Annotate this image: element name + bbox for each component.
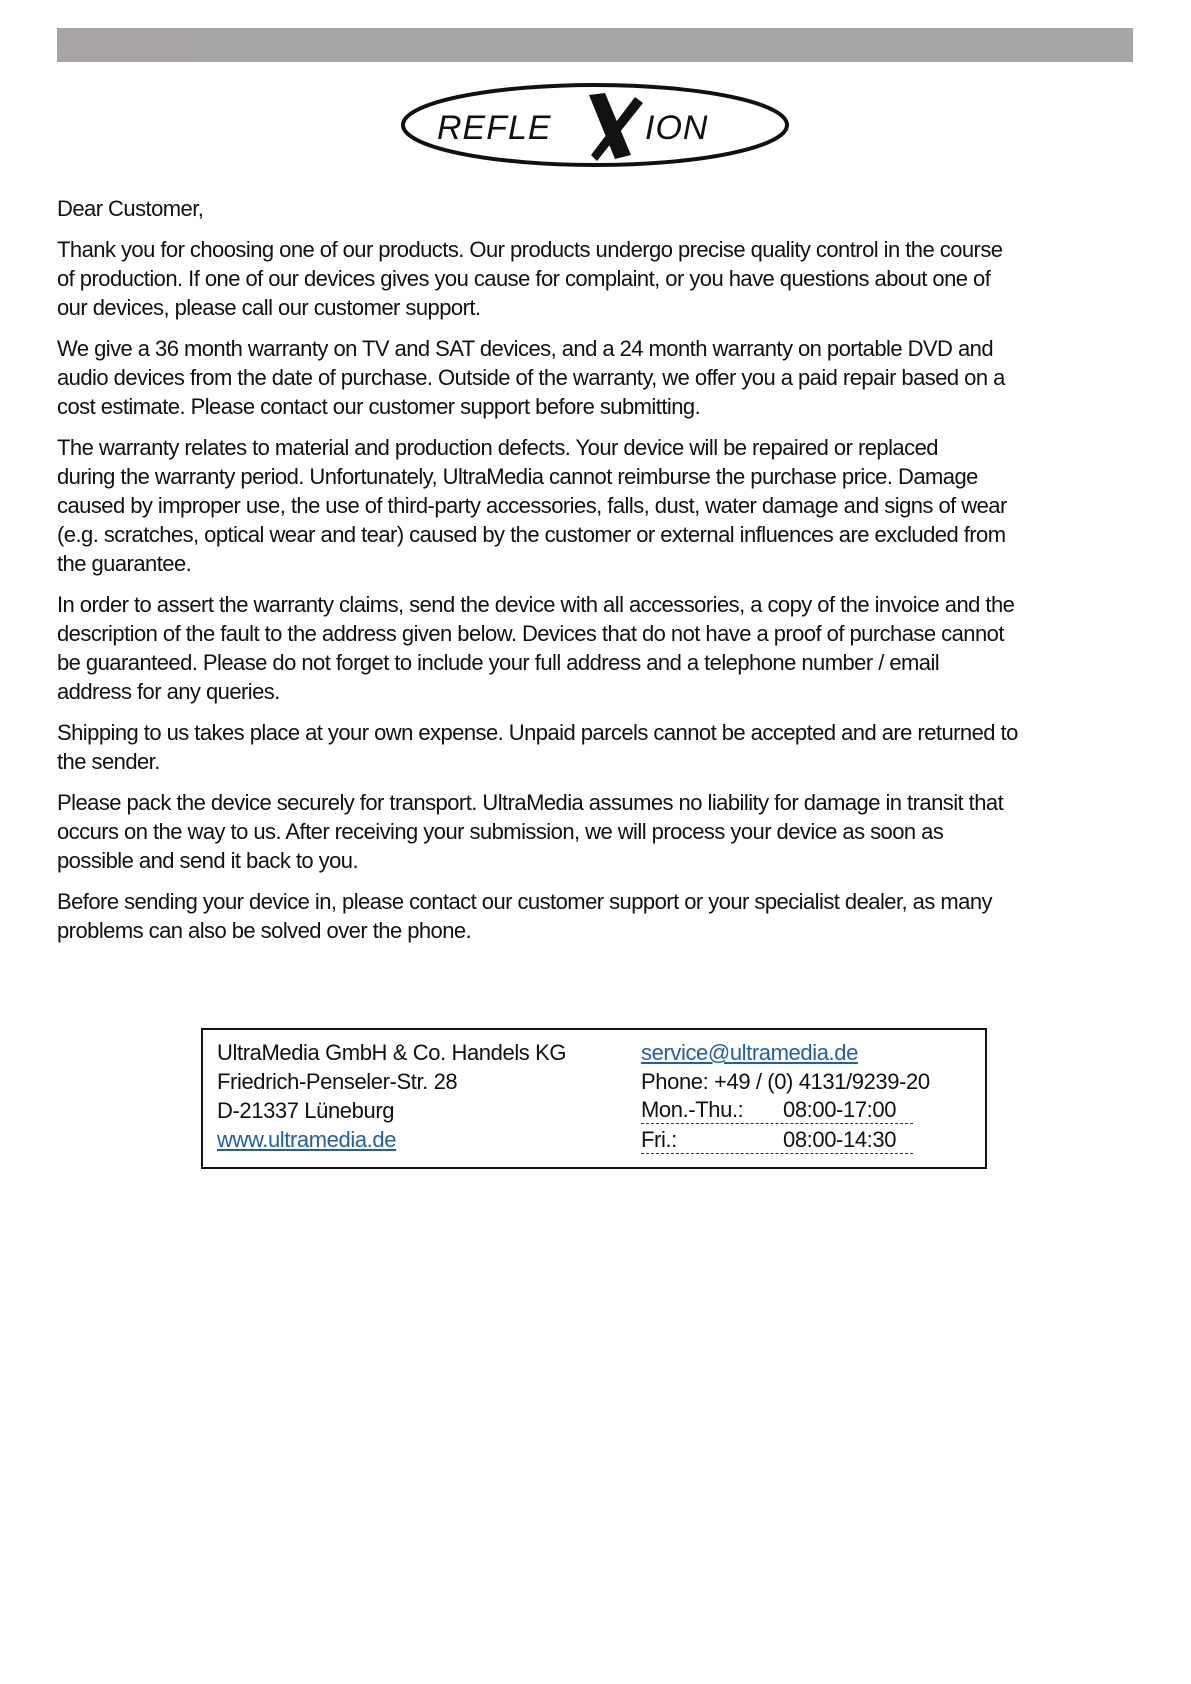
paragraph-line: Before sending your device in, please contact our customer support or your specialist dealer, as many	[57, 889, 992, 914]
hours-row	[641, 1096, 913, 1124]
paragraph-line: the guarantee.	[57, 551, 192, 576]
paragraph-line: Thank you for choosing one of our products. Our products undergo precise quality control in the course	[57, 237, 1003, 262]
paragraph-line: In order to assert the warranty claims, send the device with all accessories, a copy of the invoice and the	[57, 592, 1015, 617]
paragraph-line: address for any queries.	[57, 679, 280, 704]
paragraph	[57, 788, 1147, 875]
paragraph-line: the sender.	[57, 749, 160, 774]
hours-days: Mon.-Thu.:	[641, 1097, 744, 1122]
reflexion-logo	[399, 81, 791, 169]
paragraph	[57, 334, 1147, 421]
hours-days: Fri.:	[641, 1127, 677, 1152]
hours-time: 08:00-17:00	[783, 1097, 897, 1122]
svg-text:ION: ION	[645, 109, 709, 147]
letter-body	[57, 194, 1147, 957]
paragraph-line: possible and send it back to you.	[57, 848, 359, 873]
paragraph-line: audio devices from the date of purchase. Outside of the warranty, we offer you a paid repair based on a	[57, 365, 1005, 390]
address-column	[217, 1038, 566, 1154]
company-name: UltraMedia GmbH & Co. Handels KG	[217, 1040, 567, 1065]
paragraph-line: of production. If one of our devices gives you cause for complaint, or you have questions about one of	[57, 266, 991, 291]
phone: Phone: +49 / (0) 4131/9239-20	[641, 1069, 930, 1094]
paragraph-line: our devices, please call our customer support.	[57, 295, 481, 320]
website-link[interactable]: www.ultramedia.de	[217, 1127, 397, 1152]
paragraph-line: occurs on the way to us. After receiving your submission, we will process your device as soon as	[57, 819, 944, 844]
paragraph	[57, 433, 1147, 578]
support-column	[641, 1038, 930, 1156]
svg-text:REFLE: REFLE	[437, 109, 552, 147]
paragraph-line: during the warranty period. Unfortunately, UltraMedia cannot reimburse the purchase price. Damage	[57, 464, 978, 489]
hours-row	[641, 1126, 913, 1154]
paragraph-line: caused by improper use, the use of third-party accessories, falls, dust, water damage and signs of wear	[57, 493, 1007, 518]
paragraph-line: description of the fault to the address given below. Devices that do not have a proof of purchase cannot	[57, 621, 1004, 646]
paragraph	[57, 590, 1147, 706]
street: Friedrich-Penseler-Str. 28	[217, 1069, 458, 1094]
paragraph	[57, 718, 1147, 776]
paragraph-line: The warranty relates to material and production defects. Your device will be repaired or replaced	[57, 435, 938, 460]
paragraph-line: Please pack the device securely for transport. UltraMedia assumes no liability for damage in transit that	[57, 790, 1004, 815]
paragraph-line: problems can also be solved over the phone.	[57, 918, 472, 943]
contact-box	[201, 1028, 987, 1169]
paragraph-line: (e.g. scratches, optical wear and tear) caused by the customer or external influences are excluded from	[57, 522, 1006, 547]
city: D-21337 Lüneburg	[217, 1098, 395, 1123]
header-bar	[57, 28, 1133, 62]
email-link[interactable]: service@ultramedia.de	[641, 1040, 858, 1065]
paragraph	[57, 887, 1147, 945]
paragraph-line: We give a 36 month warranty on TV and SAT devices, and a 24 month warranty on portable DVD and	[57, 336, 994, 361]
greeting: Dear Customer,	[57, 196, 204, 221]
hours-time: 08:00-14:30	[783, 1127, 897, 1152]
paragraph-line: Shipping to us takes place at your own expense. Unpaid parcels cannot be accepted and are returned to	[57, 720, 1018, 745]
paragraph-line: be guaranteed. Please do not forget to include your full address and a telephone number / email	[57, 650, 940, 675]
paragraph-line: cost estimate. Please contact our customer support before submitting.	[57, 394, 701, 419]
paragraph	[57, 235, 1147, 322]
header-bar-tint	[57, 28, 193, 62]
